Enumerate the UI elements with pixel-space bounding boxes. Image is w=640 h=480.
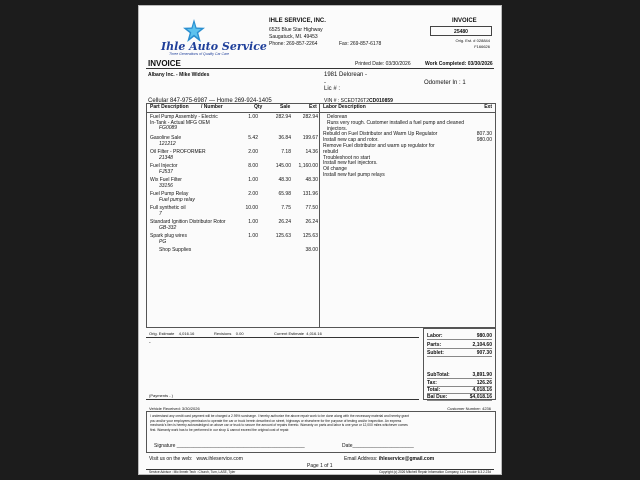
totals-label: Bal Due: [427, 394, 448, 400]
part-ext-price: 199.67 [302, 135, 318, 141]
table-header-row [147, 104, 495, 113]
part-description: Fuel Injector [150, 163, 178, 169]
totals-row [427, 372, 492, 379]
table-column-divider [319, 104, 320, 327]
part-ext-price: 77.50 [305, 205, 318, 211]
part-number: 21348 [159, 155, 173, 161]
part-qty: 1.00 [248, 233, 258, 239]
odometer-field: Odometer In : 1 [424, 80, 466, 86]
part-description: Standard Ignition Distributor Rotor [150, 219, 226, 225]
shop-phone: Phone: 269-857-2264 [269, 41, 318, 47]
totals-underline [427, 339, 492, 340]
title-divider [146, 68, 494, 69]
part-description: Oil Filter - PROFORMER [150, 149, 206, 155]
totals-label: Sublet: [427, 350, 444, 356]
totals-value: $4,018.16 [469, 394, 492, 400]
part-description: Gasoline Sale [150, 135, 182, 141]
part-ext-price: 131.96 [302, 191, 318, 197]
email-line: Email Address: ihleservice@gmail.com [344, 456, 435, 462]
vehicle-dash: - [324, 80, 326, 86]
parts-sale-header: Sale [280, 104, 291, 110]
current-estimate: Current Estimate 4,016.16 [274, 331, 322, 336]
part-qty: 1.00 [248, 219, 258, 225]
shop-address2: Saugatuck, MI. 49453 [269, 34, 318, 40]
part-qty: 1.00 [248, 177, 258, 183]
invoice-number-box [430, 26, 492, 36]
part-sale-price: 145.00 [275, 163, 291, 169]
totals-value: 3,891.90 [472, 372, 492, 378]
labor-line: Delorean [327, 114, 348, 120]
shop-logo-text: Ihle Auto Service [161, 40, 267, 53]
part-sale-price: 48.30 [278, 177, 291, 183]
legal-text-1: I understand any credit card payment will be charged a 2.95% surcharge. I hereby authorize the above repair work to be done along with the necessary material and hereby grant [150, 414, 409, 418]
totals-row [427, 333, 492, 340]
labor-line: Oil change [323, 166, 347, 173]
totals-label: SubTotal: [427, 372, 450, 378]
part-qty: 8.00 [248, 163, 258, 169]
totals-underline [427, 348, 492, 349]
table-row [147, 247, 319, 263]
part-sale-price: 36.84 [278, 135, 291, 141]
part-ext-price: 48.30 [305, 177, 318, 183]
parts-num-header: / Number [201, 104, 223, 110]
totals-value: 980.00 [476, 333, 492, 339]
part-qty: 10.00 [245, 205, 258, 211]
part-ext-price: 282.94 [302, 114, 318, 120]
part-description-line2: In-Tank - Actual MFG OEM [150, 119, 210, 126]
totals-underline [427, 378, 492, 379]
totals-row [427, 342, 492, 349]
line-items-table [146, 103, 496, 328]
part-number: FG0089 [159, 125, 178, 131]
labor-line: injectors. [327, 125, 348, 132]
estimate-dash: - [149, 340, 151, 346]
part-ext-price: 1,160.00 [298, 163, 318, 169]
totals-row [427, 394, 492, 401]
labor-line: Install new fuel pump relays [323, 171, 385, 178]
part-sale-price: 26.24 [278, 219, 291, 225]
part-qty: 1.00 [248, 114, 258, 120]
totals-underline [427, 356, 492, 357]
vehicle-description: 1981 Delorean - [324, 72, 368, 78]
parts-ext-header: Ext [309, 104, 317, 110]
legal-text-2: you and/or your employees permission to operate the car or truck herein described on street, highways or elsewhere for the purpose of testing and/or inspection. An express [150, 418, 402, 423]
customer-name: Albany Inc. - Mike Widdes [148, 72, 210, 78]
labor-line: Troubleshoot no start [323, 154, 371, 161]
legal-text-3: mechanic's lien is hereby acknowledged on above car or truck to secure the amount of repairs thereto. Warranty on parts and labor is one year or 12,000 miles whichever comes [150, 423, 408, 427]
part-qty: 5.42 [248, 135, 258, 141]
part-number: 33156 [159, 183, 173, 189]
totals-box [423, 328, 496, 400]
work-completed-date: Work Completed: 03/30/2026 [425, 61, 493, 67]
parts-qty-header: Qty [254, 104, 263, 110]
part-ext-price: 26.24 [305, 219, 318, 225]
part-number: GB-332 [159, 225, 177, 231]
totals-row [427, 380, 492, 387]
orig-est-line: Orig. Est. # 028844 [455, 38, 490, 43]
labor-desc-header: Labor Description [323, 104, 366, 110]
customer-phones: Cellular 847-975-6987 — Home 269-924-1405 [148, 98, 272, 104]
totals-value: 2,104.60 [472, 342, 492, 348]
printed-date: Printed Date: 03/30/2026 [355, 61, 411, 67]
part-description: Spark plug wires [150, 233, 187, 239]
list-item [323, 172, 492, 178]
authorization-box [146, 411, 496, 453]
totals-value: 4,018.16 [472, 387, 492, 393]
legal-text-4: first. Warranty work has to be performed in our shop & cannot exceed the original cost of repair. [150, 427, 290, 432]
totals-label: Tax: [427, 380, 437, 386]
totals-value: 907.30 [476, 350, 492, 356]
part-qty: 2.00 [248, 149, 258, 155]
signature-line[interactable]: Signature ______________________________________________ [154, 443, 305, 449]
vehicle-received: Vehicle Received: 3/30/2026 [149, 406, 200, 411]
labor-list [323, 114, 492, 178]
labor-ext: 807.30 [476, 131, 492, 138]
totals-value: 126.26 [476, 380, 492, 386]
labor-line: Install new cap and rotor. [323, 137, 379, 144]
labor-line: rebuild [323, 148, 339, 155]
invoice-page [138, 5, 502, 475]
totals-row [427, 350, 492, 357]
part-ext-price: 38.00 [305, 247, 318, 253]
payments-line: (Payments - ) [149, 393, 174, 398]
invoice-number: 25480 [454, 29, 468, 35]
part-sale-price: 125.63 [275, 233, 291, 239]
part-ext-price: 125.63 [302, 233, 318, 239]
totals-label: Total: [427, 387, 441, 393]
service-advisor-line: Service Advisor : Mic Ihmeb Tech : Church, Tum, LASE, Tyler [149, 470, 236, 474]
original-estimate: Orig. Estimate 4,016.16 [149, 331, 195, 336]
labor-line: Runs very rough. Customer installed a fuel pump and cleaned [327, 119, 465, 126]
parts-desc-header: Part Description [150, 104, 189, 110]
totals-label: Labor: [427, 333, 443, 339]
invoice-box-title: INVOICE [452, 18, 477, 24]
part-number: 7 [159, 211, 162, 217]
license-field: Lic # : [324, 86, 341, 92]
part-sale-price: 7.75 [281, 205, 291, 211]
part-ext-price: 14.36 [305, 149, 318, 155]
part-sale-price: 65.98 [278, 191, 291, 197]
labor-line: Remove Fuel distributor and warm up regulator for [323, 142, 435, 149]
part-description: Fuel Pump Assembly - Electric [150, 114, 218, 120]
part-sale-price: 282.94 [275, 114, 291, 120]
copyright-line: Copyright (c) 2026 Mitchell Repair Information Company, LLC invoice 6.3.2.23d [379, 470, 491, 474]
vin-field: VIN # : SCEDT26T2CD010859 [324, 98, 393, 104]
totals-label: Parts: [427, 342, 442, 348]
date-line[interactable]: Date______________________ [342, 443, 414, 449]
invoice-title: INVOICE [148, 59, 181, 68]
totals-row [427, 387, 492, 394]
part-number: Shop Supplies [159, 247, 192, 253]
ref-number: F166626 [474, 44, 490, 49]
shop-name: IHLE SERVICE, INC. [269, 18, 326, 24]
shop-address1: 6525 Blue Star Highway [269, 27, 323, 33]
part-description: Fuel Pump Relay [150, 191, 189, 197]
part-number: 121212 [159, 141, 176, 147]
labor-ext: 980.00 [476, 137, 492, 144]
part-description: Wix Fuel Filter [150, 177, 182, 183]
payments-divider [146, 399, 419, 400]
part-number: PG [159, 239, 167, 245]
shop-tagline: Three Generations of Quality Car Care [169, 52, 230, 56]
page-number: Page 1 of 1 [307, 463, 333, 469]
labor-ext-header: Ext [484, 104, 492, 110]
customer-number: Customer Number: 4236 [447, 406, 491, 411]
labor-line: Rebuild on Fuel Distributor and Warm Up Regulator [323, 131, 438, 138]
estimate-divider [146, 337, 419, 338]
revisions: Revisions 0.00 [214, 331, 244, 336]
shop-fax: Fax: 269-857-6178 [339, 41, 382, 47]
part-sale-price: 7.18 [281, 149, 291, 155]
part-number: FJ537 [159, 169, 173, 175]
table-row [147, 114, 319, 130]
part-number: Fuel pump relay [159, 197, 195, 203]
labor-line: Install new fuel injectors. [323, 160, 378, 167]
part-qty: 2.00 [248, 191, 258, 197]
part-description: Full synthetic oil [150, 205, 186, 211]
totals-underline [427, 400, 492, 401]
website-line: Visit us on the web: www.ihleservice.com [149, 456, 243, 462]
